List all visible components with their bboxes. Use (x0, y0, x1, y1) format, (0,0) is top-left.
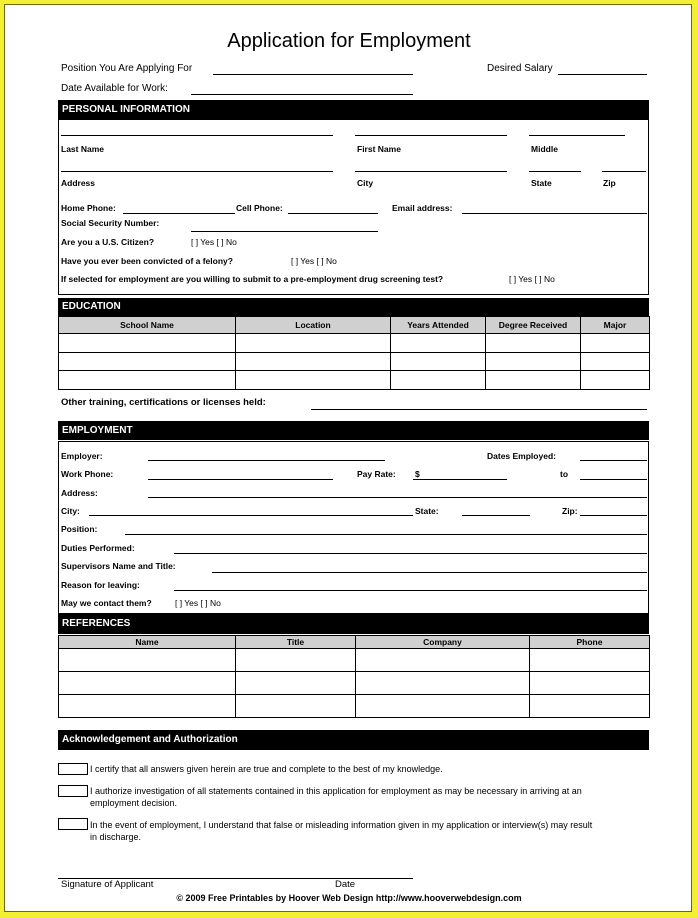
other-training-label: Other training, certifications or licenses held: (61, 397, 266, 408)
table-cell[interactable] (59, 695, 236, 718)
table-cell[interactable] (59, 371, 236, 390)
table-cell[interactable] (236, 371, 391, 390)
duties-field[interactable] (174, 553, 647, 554)
email-field[interactable] (462, 213, 647, 214)
table-cell[interactable] (59, 353, 236, 371)
felony-options[interactable]: [ ] Yes [ ] No (291, 256, 337, 266)
employer-field[interactable] (148, 460, 385, 461)
citizen-options[interactable]: [ ] Yes [ ] No (191, 237, 237, 247)
table-cell[interactable] (59, 334, 236, 353)
last-name-field[interactable] (61, 135, 333, 136)
home-phone-field[interactable] (123, 213, 235, 214)
table-row (59, 371, 650, 390)
table-cell[interactable] (391, 334, 486, 353)
table-row (59, 334, 650, 353)
table-cell[interactable] (356, 649, 530, 672)
middle-name-field[interactable] (529, 135, 625, 136)
ssn-label: Social Security Number: (61, 218, 160, 228)
ssn-field[interactable] (191, 231, 378, 232)
table-row (59, 672, 650, 695)
pay-rate-field[interactable] (413, 479, 507, 480)
employment-heading: EMPLOYMENT (58, 421, 649, 440)
edu-col-major: Major (581, 317, 650, 334)
emp-state-field[interactable] (462, 515, 530, 516)
cell-phone-field[interactable] (288, 213, 378, 214)
date-available-label: Date Available for Work: (61, 83, 168, 94)
edu-col-degree: Degree Received (486, 317, 581, 334)
supervisor-label: Supervisors Name and Title: (61, 561, 176, 571)
desired-salary-field[interactable] (558, 74, 647, 75)
signature-label: Signature of Applicant (61, 879, 154, 890)
emp-position-field[interactable] (125, 534, 647, 535)
application-form-page (4, 4, 692, 912)
zip-label: Zip (603, 178, 616, 188)
table-cell[interactable] (236, 334, 391, 353)
table-cell[interactable] (236, 649, 356, 672)
table-cell[interactable] (581, 371, 650, 390)
table-cell[interactable] (356, 672, 530, 695)
emp-zip-label: Zip: (562, 506, 578, 516)
employer-label: Employer: (61, 451, 103, 461)
other-training-field[interactable] (311, 409, 647, 410)
address-field[interactable] (61, 171, 333, 172)
table-cell[interactable] (391, 371, 486, 390)
footer-credit: © 2009 Free Printables by Hoover Web Design http://www.hooverwebdesign.com (176, 893, 522, 903)
table-cell[interactable] (530, 672, 650, 695)
education-heading: EDUCATION (58, 298, 649, 316)
zip-field[interactable] (602, 171, 646, 172)
table-cell[interactable] (59, 672, 236, 695)
education-table (58, 316, 650, 390)
reason-leaving-label: Reason for leaving: (61, 580, 140, 590)
ack-text-3: In the event of employment, I understand that false or misleading information given in my application or interview(s) may result in discharge. (90, 820, 593, 842)
drug-test-question: If selected for employment are you willing to submit to a pre-employment drug screening test? (61, 274, 444, 284)
position-field[interactable] (213, 74, 413, 75)
felony-question: Have you ever been convicted of a felony? (61, 256, 233, 266)
edu-col-years: Years Attended (391, 317, 486, 334)
emp-city-field[interactable] (89, 515, 413, 516)
table-cell[interactable] (486, 334, 581, 353)
ack-text-2: I authorize investigation of all statements contained in this application for employment as may be necessary in arriving at an employment decision. (90, 786, 582, 808)
form-title: Application for Employment (227, 30, 471, 52)
table-cell[interactable] (581, 353, 650, 371)
references-heading: REFERENCES (58, 614, 649, 634)
state-field[interactable] (529, 171, 581, 172)
ack-checkbox-3[interactable] (58, 818, 88, 830)
last-name-label: Last Name (61, 144, 104, 154)
position-label: Position: (61, 524, 98, 534)
address-label: Address (61, 178, 96, 188)
middle-name-label: Middle (531, 144, 558, 154)
table-cell[interactable] (59, 649, 236, 672)
edu-col-location: Location (236, 317, 391, 334)
table-cell[interactable] (391, 353, 486, 371)
table-row (59, 649, 650, 672)
ref-col-title: Title (236, 636, 356, 649)
dates-employed-field[interactable] (580, 460, 647, 461)
emp-address-field[interactable] (148, 497, 647, 498)
table-cell[interactable] (581, 334, 650, 353)
position-label: Position You Are Applying For (61, 63, 193, 74)
table-cell[interactable] (236, 672, 356, 695)
personal-info-heading: PERSONAL INFORMATION (58, 100, 649, 119)
ack-checkbox-1[interactable] (58, 763, 88, 775)
date-label: Date (335, 879, 356, 890)
date-available-field[interactable] (191, 94, 413, 95)
reason-leaving-field[interactable] (174, 590, 647, 591)
pay-rate-dollar: $ (415, 469, 420, 479)
work-phone-field[interactable] (148, 479, 333, 480)
table-cell[interactable] (530, 649, 650, 672)
table-cell[interactable] (356, 695, 530, 718)
table-cell[interactable] (530, 695, 650, 718)
table-row (59, 695, 650, 718)
contact-question: May we contact them? (61, 598, 152, 608)
emp-state-label: State: (415, 506, 439, 516)
state-label: State (531, 178, 552, 188)
references-table (58, 635, 650, 718)
dates-employed-label: Dates Employed: (487, 451, 556, 461)
city-field[interactable] (355, 171, 507, 172)
table-cell[interactable] (236, 353, 391, 371)
emp-zip-field[interactable] (580, 515, 647, 516)
table-cell[interactable] (486, 371, 581, 390)
personal-info-section (58, 119, 649, 295)
cell-phone-label: Cell Phone: (236, 203, 283, 213)
ack-heading: Acknowledgement and Authorization (58, 730, 649, 750)
citizen-question: Are you a U.S. Citizen? (61, 237, 155, 247)
home-phone-label: Home Phone: (61, 203, 116, 213)
employment-section (58, 441, 649, 614)
email-label: Email address: (392, 203, 453, 213)
supervisor-field[interactable] (212, 572, 647, 573)
to-field[interactable] (580, 479, 647, 480)
table-cell[interactable] (236, 695, 356, 718)
edu-col-school: School Name (59, 317, 236, 334)
ref-col-phone: Phone (530, 636, 650, 649)
ack-checkbox-2[interactable] (58, 785, 88, 797)
ref-col-name: Name (59, 636, 236, 649)
emp-city-label: City: (61, 506, 80, 516)
table-row (59, 353, 650, 371)
emp-address-label: Address: (61, 488, 98, 498)
city-label: City (357, 178, 374, 188)
ref-col-company: Company (356, 636, 530, 649)
to-label: to (560, 469, 569, 479)
duties-label: Duties Performed: (61, 543, 135, 553)
desired-salary-label: Desired Salary (487, 63, 553, 74)
work-phone-label: Work Phone: (61, 469, 114, 479)
ack-text-1: I certify that all answers given herein are true and complete to the best of my knowledge. (90, 764, 443, 774)
pay-rate-label: Pay Rate: (357, 469, 396, 479)
drug-test-options[interactable]: [ ] Yes [ ] No (509, 274, 555, 284)
table-cell[interactable] (486, 353, 581, 371)
first-name-label: First Name (357, 144, 401, 154)
first-name-field[interactable] (355, 135, 507, 136)
contact-options[interactable]: [ ] Yes [ ] No (175, 598, 221, 608)
